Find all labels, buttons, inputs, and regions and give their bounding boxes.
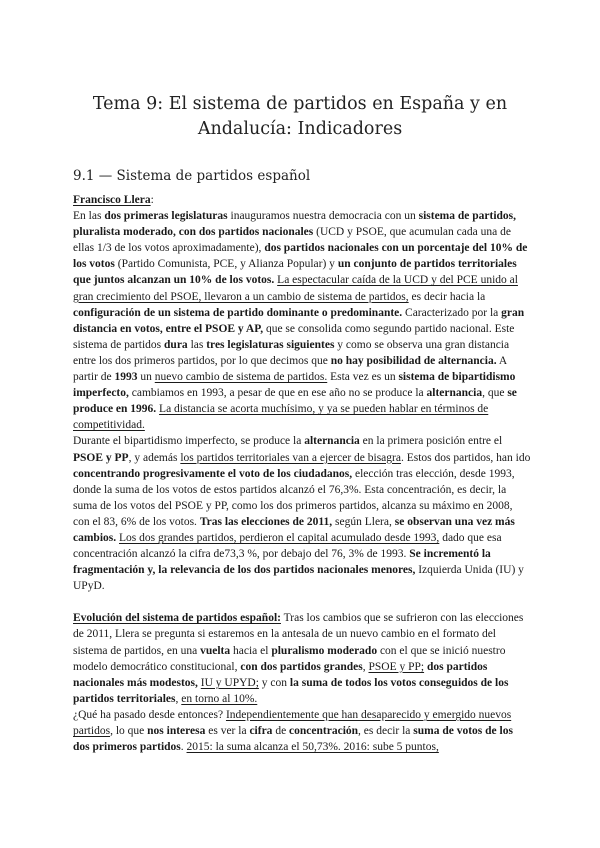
p4-text-run: , es decir la xyxy=(358,725,414,737)
p3-text-run: con el que se inició nuestro modelo democrático constitucional, xyxy=(73,644,506,673)
p4-text-run: 2015: la suma alcanza el 50,73%. 2016: sube 5 puntos, xyxy=(186,741,439,754)
p1-text-run: un conjunto de partidos territoriales que juntos alcanzan un 10% de los votos. xyxy=(73,258,517,287)
p1-text-run: La distancia se acorta muchísimo, y ya se pueden hablar en términos de competitividad. xyxy=(73,403,489,432)
p3-text-run: y con xyxy=(258,676,290,689)
p1-text-run: dos primeras legislaturas xyxy=(104,210,228,223)
p3-text-run: en torno al 10%. xyxy=(181,692,258,705)
p4-text-run: cifra xyxy=(249,725,273,737)
p1-text-run: Caracterizado por la xyxy=(402,306,502,319)
p1-text-run: cambiamos en 1993, a pesar de que en ese año no se produce la xyxy=(128,387,427,400)
p3-text-run: con dos partidos grandes xyxy=(240,660,363,673)
p3-text-run: hacia el xyxy=(230,644,272,657)
p2-text-run: PSOE y PP xyxy=(73,451,129,464)
p2-text-run: . Estos dos partidos, han ido xyxy=(400,451,531,464)
p1-text-run: tres legislaturas siguientes xyxy=(206,338,335,351)
p3-text-run: Evolución del sistema de partidos español: xyxy=(73,612,281,625)
paragraph-gap xyxy=(73,594,531,610)
p2-text-run: elección tras elección, desde 1993, donde la suma de los votos de estos partidos alcanzó el 76,3%. Esta concentración, es decir, la suma de los votos del PSOE y PP, como los dos primeros partidos, alcanza su máximo en 2008, con el 83, 6% de los votos. xyxy=(73,467,515,528)
document-body: Francisco Llera: En las dos primeras legislaturas inauguramos nuestra democracia con un sistema de partidos, pluralista moderado, con dos partidos nacionales (UCD y PSOE, que acumulan cada una de ellas 1/3 de los votos aproximadamente), dos partidos nacionales con un porcentaje del 10% de los votos (Partido Comunista, PCE, y Alianza Popular) y un conjunto de partidos territoriales que juntos alcanzan un 10% de los votos. La espectacular caída de la UCD y del PCE unido al gran crecimiento del PSOE, llevaron a un cambio de sistema de partidos, es decir hacia la configuración de un sistema de partido dominante o predominante. Caracterizado por la gran distancia en votos, entre el PSOE y AP, que se consolida como segundo partido nacional. Este sistema de partidos dura las tres legislaturas siguientes y como se observa una gran distancia entre los dos primeros partidos, por lo que decimos que no hay posibilidad de alternancia. A partir de 1993 un nuevo cambio de sistema de partidos. Esta vez es un sistema de bipartidismo imperfecto, cambiamos en 1993, a pesar de que en ese año no se produce la alternancia, que se produce en 1996. La distancia se acorta muchísimo, y ya se pueden hablar en términos de competitividad. Durante el bipartidismo imperfecto, se produce la alternancia en la primera posición entre el PSOE y PP, y además los partidos territoriales van a ejercer de bisagra. Estos dos partidos, han ido concentrando progresivamente el voto de los ciudadanos, elección tras elección, desde 1993, donde la suma de los votos de estos partidos alcanzó el 76,3%. Esta concentración, es decir, la suma de los votos del PSOE y PP, como los dos primeros partidos, alcanza su máximo en 2008, con el 83, 6% de los votos. Tras las elecciones de 2011, según Llera, se observan una vez más cambios. Los dos grandes partidos, perdieron el capital acumulado desde 1993, dado que esa concentración alcanzó la cifra de73,3 %, por debajo del 76, 3% de 1993. Se incrementó la fragmentación y, la relevancia de los dos partidos nacionales menores, Izquierda Unida (IU) y UPyD. Evolución del sistema de partidos español: Tras los cambios que se sufrieron con las elecciones de 2011, Llera se pregunta si estaremos en la antesala de un nuevo cambio en el formato del sistema de partidos, en una vuelta hacia el pluralismo moderado con el que se inició nuestro modelo democrático constitucional, con dos partidos grandes, PSOE y PP; dos partidos nacionales más modestos, IU y UPYD; y con la suma de todos los votos conseguidos de los partidos territoriales, en torno al 10%. ¿Qué ha pasado desde entonces? Independientemente que han desaparecido y emergido nuevos partidos, lo que nos interesa es ver la cifra de concentración, es decir la suma de votos de los dos primeros partidos. 2015: la suma alcanza el 50,73%. 2016: sube 5 puntos, xyxy=(73,192,531,755)
p3-text-run: dos partidos nacionales más modestos, xyxy=(73,660,488,689)
p4-text-run: . xyxy=(180,741,187,754)
p4-text-run: suma de votos de los dos primeros partidos xyxy=(73,725,513,754)
p1-text-run: configuración de un sistema de partido dominante o predominante. xyxy=(73,306,403,319)
p1-text-run: En las xyxy=(73,210,105,223)
p4-text-run: , lo que xyxy=(110,725,148,737)
p4-text-run: de xyxy=(272,725,290,737)
p2-text-run: alternancia xyxy=(304,435,360,448)
p1-text-run: gran distancia en votos, entre el PSOE y AP, xyxy=(73,306,525,335)
p1-text-run: inauguramos nuestra democracia con un xyxy=(227,210,419,223)
p3-text-run: Tras los cambios que se sufrieron con las elecciones de 2011, Llera se pregunta si estaremos en la antesala de un nuevo cambio en el formato del sistema de partidos, en una xyxy=(73,612,524,657)
p4-text-run: concentración xyxy=(289,725,359,737)
p2-text-run: los partidos territoriales van a ejercer de bisagra xyxy=(180,451,401,464)
p1-text-run: las xyxy=(187,338,207,351)
p1-text-run: es decir hacia la xyxy=(408,290,486,303)
p2-text-run: en la primera posición entre el xyxy=(359,435,503,448)
paragraph-4 xyxy=(73,707,531,755)
p1-text-run: alternancia xyxy=(426,387,483,400)
paragraph-3 xyxy=(73,610,531,707)
p1-text-run: La espectacular caída de la UCD y del PCE unido al gran crecimiento del PSOE, llevaron a un cambio de sistema de partidos, xyxy=(73,274,518,303)
p1-text-run: 1993 xyxy=(114,371,138,384)
p3-text-run: , xyxy=(362,660,369,673)
document-title: Tema 9: El sistema de partidos en España y en Andalucía: Indicadores xyxy=(92,94,508,139)
p1-text-run: (UCD y PSOE, que acumulan cada una de ellas 1/3 de los votos aproximadamente), xyxy=(73,226,511,255)
section-heading: 9.1 — Sistema de partidos español xyxy=(73,168,311,184)
p2-text-run: Izquierda Unida (IU) y UPyD. xyxy=(73,564,524,593)
p4-text-run: Independientemente que han desaparecido y emergido nuevos partidos xyxy=(73,708,512,737)
p1-text-run: (Partido Comunista, PCE, y Alianza Popular) y xyxy=(114,258,338,271)
p3-text-run: la suma de todos los votos conseguidos de los partidos territoriales xyxy=(73,676,509,705)
p1-text-run: no hay posibilidad de alternancia. xyxy=(330,354,497,367)
p1-text-run: y como se observa una gran distancia entre los dos primeros partidos, por lo que decimos que xyxy=(73,338,510,367)
p1-text-run: dos partidos nacionales con un porcentaje del 10% de los votos xyxy=(73,242,528,271)
p1-text-run: se produce en 1996. xyxy=(73,387,517,416)
p2-text-run: Los dos grandes partidos, perdieron el capital acumulado desde 1993, xyxy=(119,531,440,544)
p2-text-run: se observan una vez más cambios. xyxy=(73,515,515,544)
p3-text-run: , xyxy=(175,692,182,705)
p2-text-run: Se incrementó la fragmentación y, la relevancia de los dos partidos nacionales menores, xyxy=(73,548,491,577)
author-name: Francisco Llera xyxy=(73,194,151,206)
p4-text-run: ¿Qué ha pasado desde entonces? xyxy=(73,708,226,721)
p3-text-run: PSOE y PP; xyxy=(368,660,425,673)
p1-text-run: sistema de partidos, pluralista moderado, con dos partidos nacionales xyxy=(73,210,517,239)
p2-text-run: Tras las elecciones de 2011, xyxy=(199,515,333,528)
paragraph-1 xyxy=(73,208,531,433)
p1-text-run: nuevo cambio de sistema de partidos. xyxy=(154,371,328,384)
p3-text-run: IU y UPYD; xyxy=(200,676,259,689)
p4-text-run: es ver la xyxy=(205,725,250,737)
p2-text-run: dado que esa concentración alcanzó la cifra de73,3 %, por debajo del 76, 3% de 1993. xyxy=(73,531,502,561)
p1-text-run: , que xyxy=(482,387,508,400)
p2-text-run: , y además xyxy=(128,451,181,464)
p1-text-run: Esta vez es un xyxy=(327,371,399,384)
p3-text-run: vuelta xyxy=(200,644,231,657)
p4-text-run: nos interesa xyxy=(147,725,206,737)
p1-text-run: dura xyxy=(164,338,188,351)
p1-text-run: sistema de bipartidismo imperfecto, xyxy=(73,371,516,400)
p3-text-run: pluralismo moderado xyxy=(271,644,378,657)
p2-text-run: Durante el bipartidismo imperfecto, se produce la xyxy=(73,435,305,448)
p1-text-run: que se consolida como segundo partido nacional. Este sistema de partidos xyxy=(73,322,515,351)
p1-text-run: A partir de xyxy=(73,354,507,384)
p2-text-run: concentrando progresivamente el voto de los ciudadanos, xyxy=(73,467,353,480)
p2-text-run: según Llera, xyxy=(332,515,395,528)
paragraph-2 xyxy=(73,433,531,594)
p1-text-run: un xyxy=(137,371,155,384)
